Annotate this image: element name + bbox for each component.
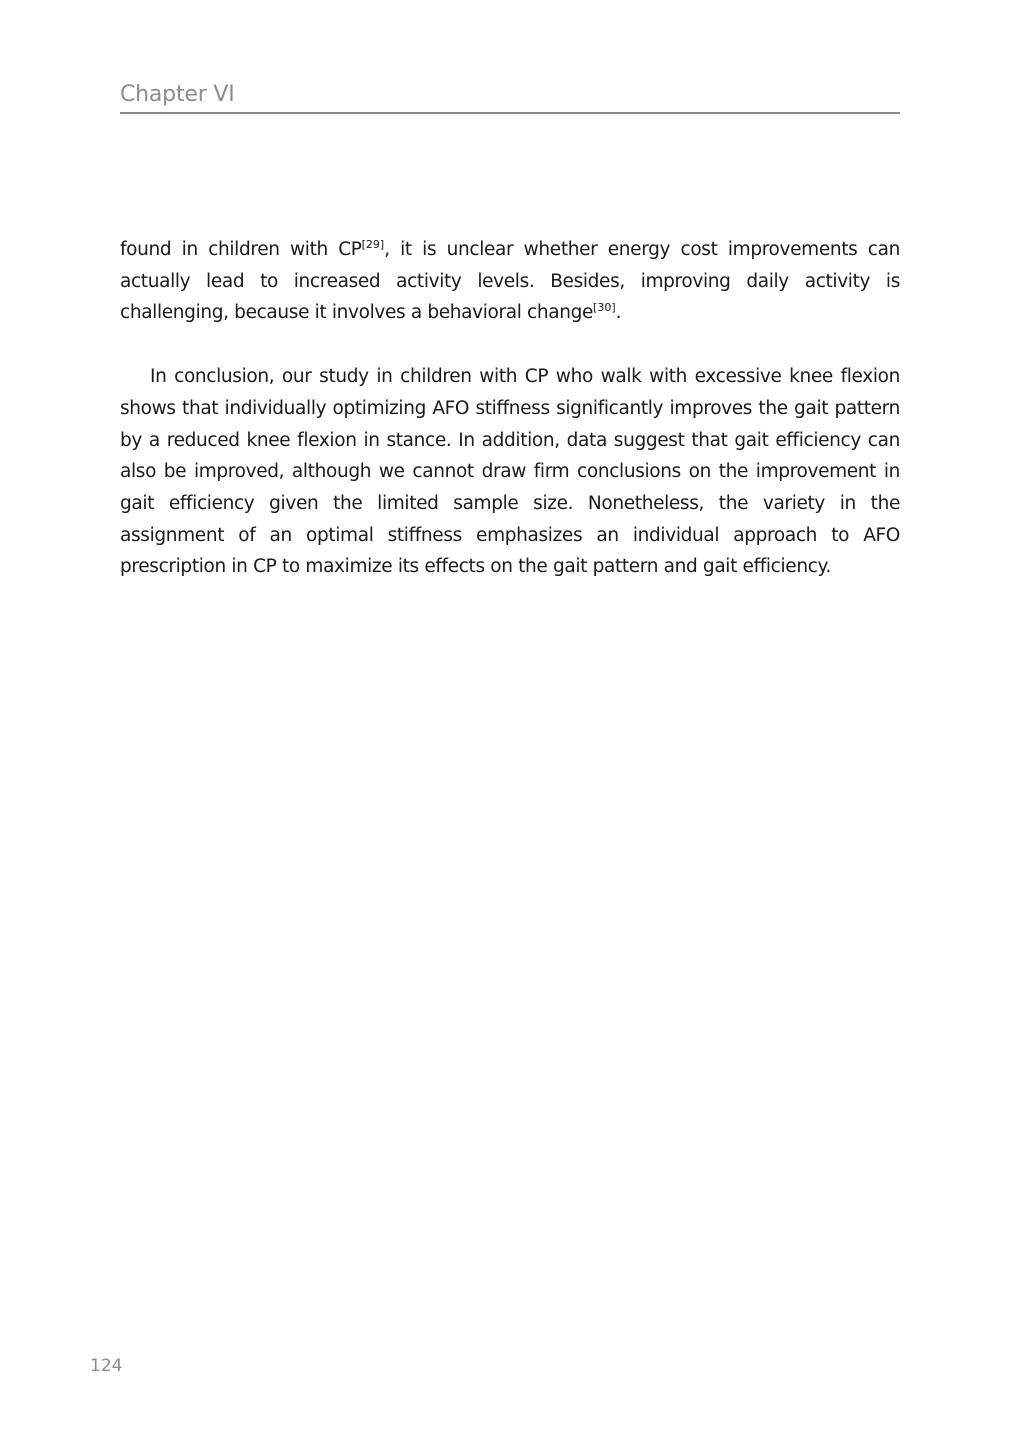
running-header	[120, 80, 900, 114]
page-number: 124	[90, 1356, 123, 1376]
text-run: found in children with CP	[120, 239, 362, 260]
citation-reference: [30]	[593, 301, 616, 315]
paragraph-continuation	[120, 234, 900, 329]
citation-reference: [29]	[361, 238, 385, 251]
text-run: , it is unclear whether energy cost improvements can actually lead to increased activity levels. Besides, improving daily activity is challenging, because it involves a behavioral change	[120, 239, 900, 324]
paragraph-conclusion: In conclusion, our study in children with CP who walk with excessive knee flexion shows that individually optimizing AFO stiffness significantly improves the gait pattern by a reduced knee flexion in stance. In addition, data suggest that gait efficiency can also be improved, although we cannot draw firm conclusions on the improvement in gait efficiency given the limited sample size. Nonetheless, the variety in the assignment of an optimal stiffness emphasizes an individual approach to AFO prescription in CP to maximize its effects on the gait pattern and gait efficiency.	[120, 366, 900, 578]
text-run: .	[615, 302, 622, 324]
chapter-title: Chapter VI	[120, 82, 235, 107]
main-text	[120, 234, 900, 583]
